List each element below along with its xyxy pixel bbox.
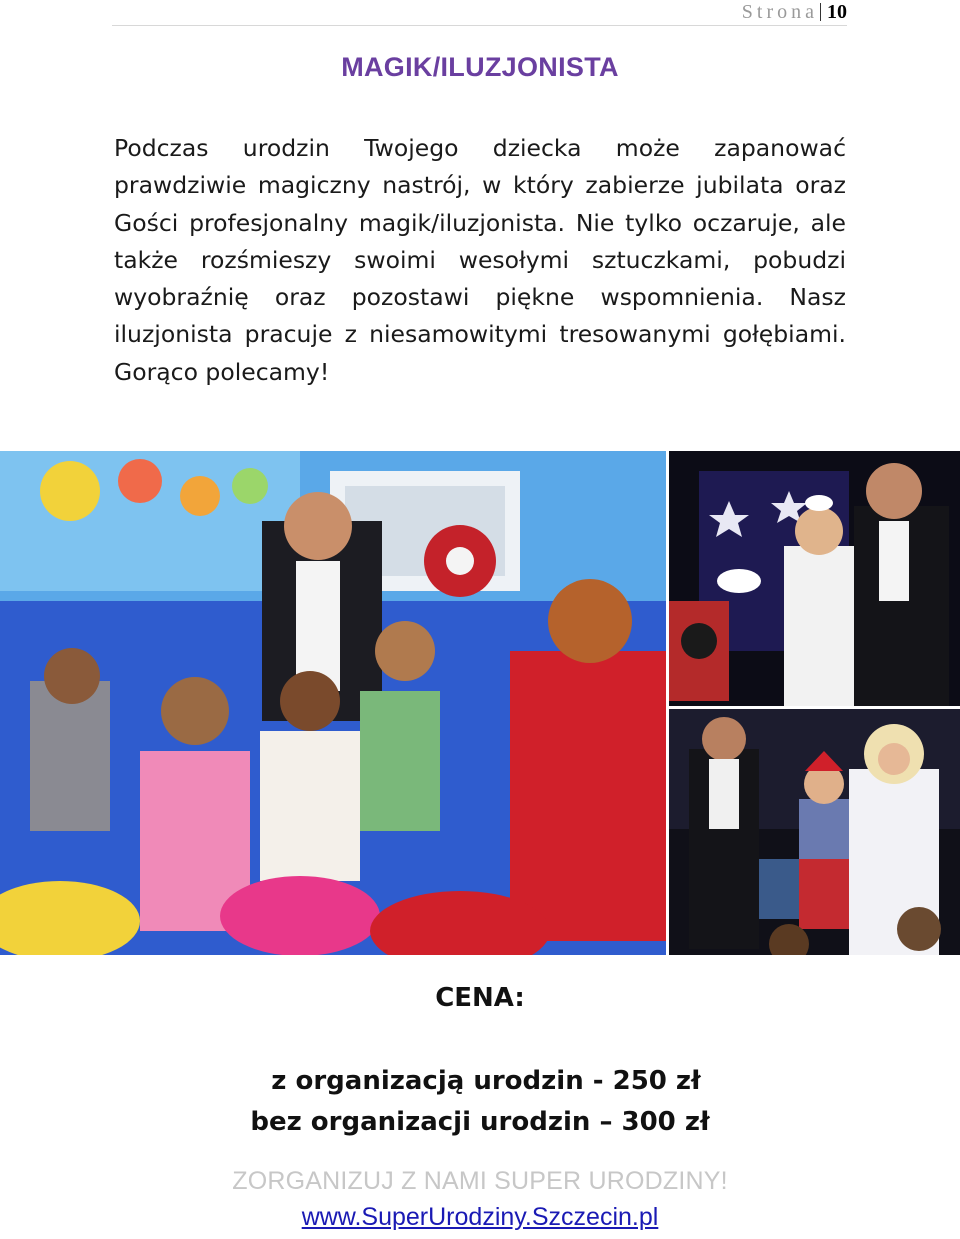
price-label: CENA: (435, 983, 525, 1013)
page-number: 10 (827, 1, 847, 23)
intro-paragraph: Podczas urodzin Twojego dziecka może zapanować prawdziwie magiczny nastrój, w który zabierze jubilata oraz Gości profesjonalny magik/iluzjonista. Nie tylko oczaruje, ale także rozśmieszy swoimi wesołymi sztuczkami, pobudzi wyobraźnię oraz pozostawi piękne wspomnienia. Nasz iluzjonista pracuje z niesamowitymi tresowanymi gołębiami. Gorąco polecamy! (114, 134, 846, 386)
footer-slogan: ZORGANIZUJ Z NAMI SUPER URODZINY! (232, 1167, 728, 1195)
page-label: Strona (741, 1, 818, 23)
price-without-organization: bez organizacji urodzin – 300 zł (250, 1107, 710, 1137)
page-number-indicator (742, 0, 847, 24)
website-link[interactable]: www.SuperUrodziny.Szczecin.pl (301, 1203, 659, 1231)
photo-magician-with-children (0, 451, 666, 955)
photo-magician-with-fairy (669, 709, 960, 955)
page-title: MAGIK/ILUZJONISTA (341, 52, 619, 82)
page-header (112, 0, 847, 26)
page-number-separator (820, 3, 821, 21)
price-with-organization: z organizacją urodzin - 250 zł (271, 1066, 701, 1096)
photo-magician-with-boy (669, 451, 960, 706)
